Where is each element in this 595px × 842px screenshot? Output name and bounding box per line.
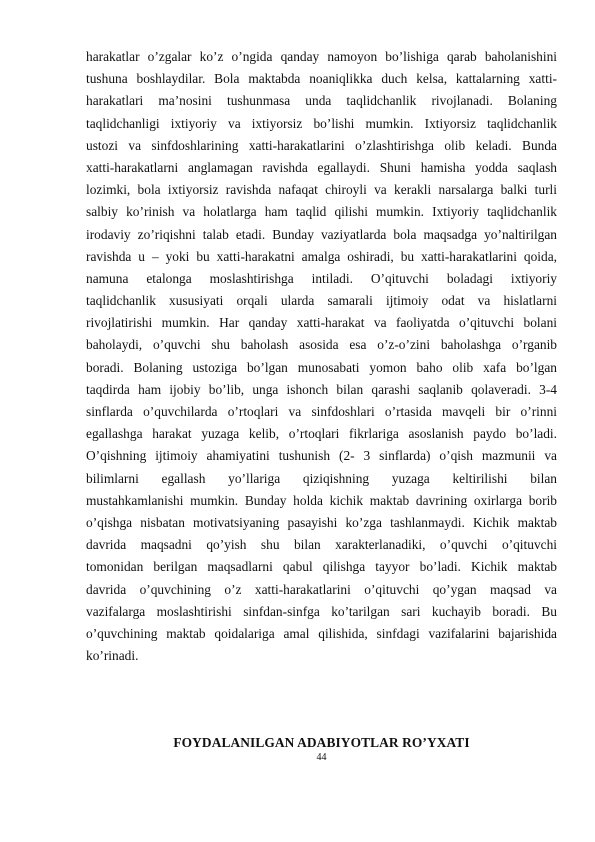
- text-line: ustozi va sinfdoshlarining xatti-harakatlarini o’zlashtirishga olib keladi. Bunda: [86, 137, 557, 153]
- text-line: harakatlar o’zgalar ko’z o’ngida qanday namoyon bo’lishiga qarab baholanishini: [86, 49, 557, 64]
- text-line: mustahkamlanishi mumkin. Bunday holda kichik maktab davrining oxirlarga borib: [86, 492, 557, 508]
- body-text: [86, 46, 557, 667]
- text-line: O’qishning ijtimoiy ahamiyatini tushunish (2- 3 sinflarda) o’qish mazmunii va: [86, 448, 557, 464]
- text-line: irodaviy zo’riqishni talab etadi. Bunday vaziyatlarda bola maqsadga yo’naltirilgan: [86, 226, 557, 242]
- text-line: o’quvchining maktab qoidalariga amal qilishida, sinfdagi vazifalarini bajarishida: [86, 625, 557, 641]
- text-line: tomonidan berilgan maqsadlarni qabul qilishga tayyor bo’ladi. Kichik maktab: [86, 559, 557, 575]
- text-line: namuna etalonga moslashtirishga intiladi. O’qituvchi boladagi ixtiyoriy: [86, 270, 557, 286]
- text-line: boradi. Bolaning ustoziga bo’lgan munosabati yomon baho olib xafa bo’lgan: [86, 359, 557, 375]
- text-line: lozimki, bola ixtiyorsiz ravishda nafaqat chiroyli va kerakli narsalarga balki turli: [86, 182, 557, 198]
- text-line: taqlidchanlik xususiyati orqali ularda samarali ijtimoiy odat va hislatlarni: [86, 293, 557, 309]
- text-line: harakatlari ma’nosini tushunmasa unda taqlidchanlik rivojlanadi. Bolaning: [86, 93, 557, 109]
- text-line: o’qishga nisbatan motivatsiyaning pasayishi ko’zga tashlanmaydi. Kichik maktab: [86, 514, 557, 530]
- text-line: sinflarda o’quvchilarda o’rtoqlari va sinfdoshlari o’rtasida mavqeli bir o’rinni: [86, 404, 557, 419]
- text-line: xatti-harakatlarni anglamagan ravishda egallaydi. Shuni hamisha yodda saqlash: [86, 159, 557, 175]
- text-line: rivojlatirishi mumkin. Har qanday xatti-harakat va faoliyatda o’qituvchi bolani: [86, 315, 557, 331]
- text-line: vazifalarga moslashtirishi sinfdan-sinfga ko’tarilgan sari kuchayib boradi. Bu: [86, 603, 557, 619]
- text-line: salbiy ko’rinish va holatlarga ham taqlid qilishi mumkin. Ixtiyoriy taqlidchanlik: [86, 204, 557, 220]
- text-line: ravishda u – yoki bu xatti-harakatni amalga oshiradi, bu xatti-harakatlarini qoida,: [86, 248, 557, 264]
- text-line: taqdirda ham ijobiy bo’lib, unga ishonch bilan qarashi saqlanib qolaveradi. 3-4: [86, 381, 557, 397]
- text-line: baholaydi, o’quvchi shu baholash asosida esa o’z-o’zini baholashga o’rganib: [86, 337, 557, 353]
- text-line: taqlidchanligi ixtiyoriy va ixtiyorsiz bo’lishi mumkin. Ixtiyorsiz taqlidchanlik: [86, 115, 557, 131]
- text-line: egallashga harakat yuzaga kelib, o’rtoqlari fikrlariga asoslanish paydo bo’ladi.: [86, 426, 557, 442]
- text-line-final: ko’rinadi.: [86, 648, 139, 664]
- page-number: 44: [316, 752, 327, 763]
- text-line: davrida maqsadni qo’yish shu bilan xarakterlanadiki, o’quvchi o’qituvchi: [86, 537, 557, 553]
- text-line: tushuna boshlaydilar. Bola maktabda noaniqlikka duch kelsa, kattalarning xatti-: [86, 71, 557, 87]
- text-line: davrida o’quvchining o’z xatti-harakatlarini o’qituvchi qo’ygan maqsad va: [86, 581, 557, 597]
- text-line: bilimlarni egallash yo’llariga qiziqishning yuzaga keltirilishi bilan: [86, 470, 557, 486]
- references-heading: FOYDALANILGAN ADABIYOTLAR RO’YXATI: [173, 735, 470, 750]
